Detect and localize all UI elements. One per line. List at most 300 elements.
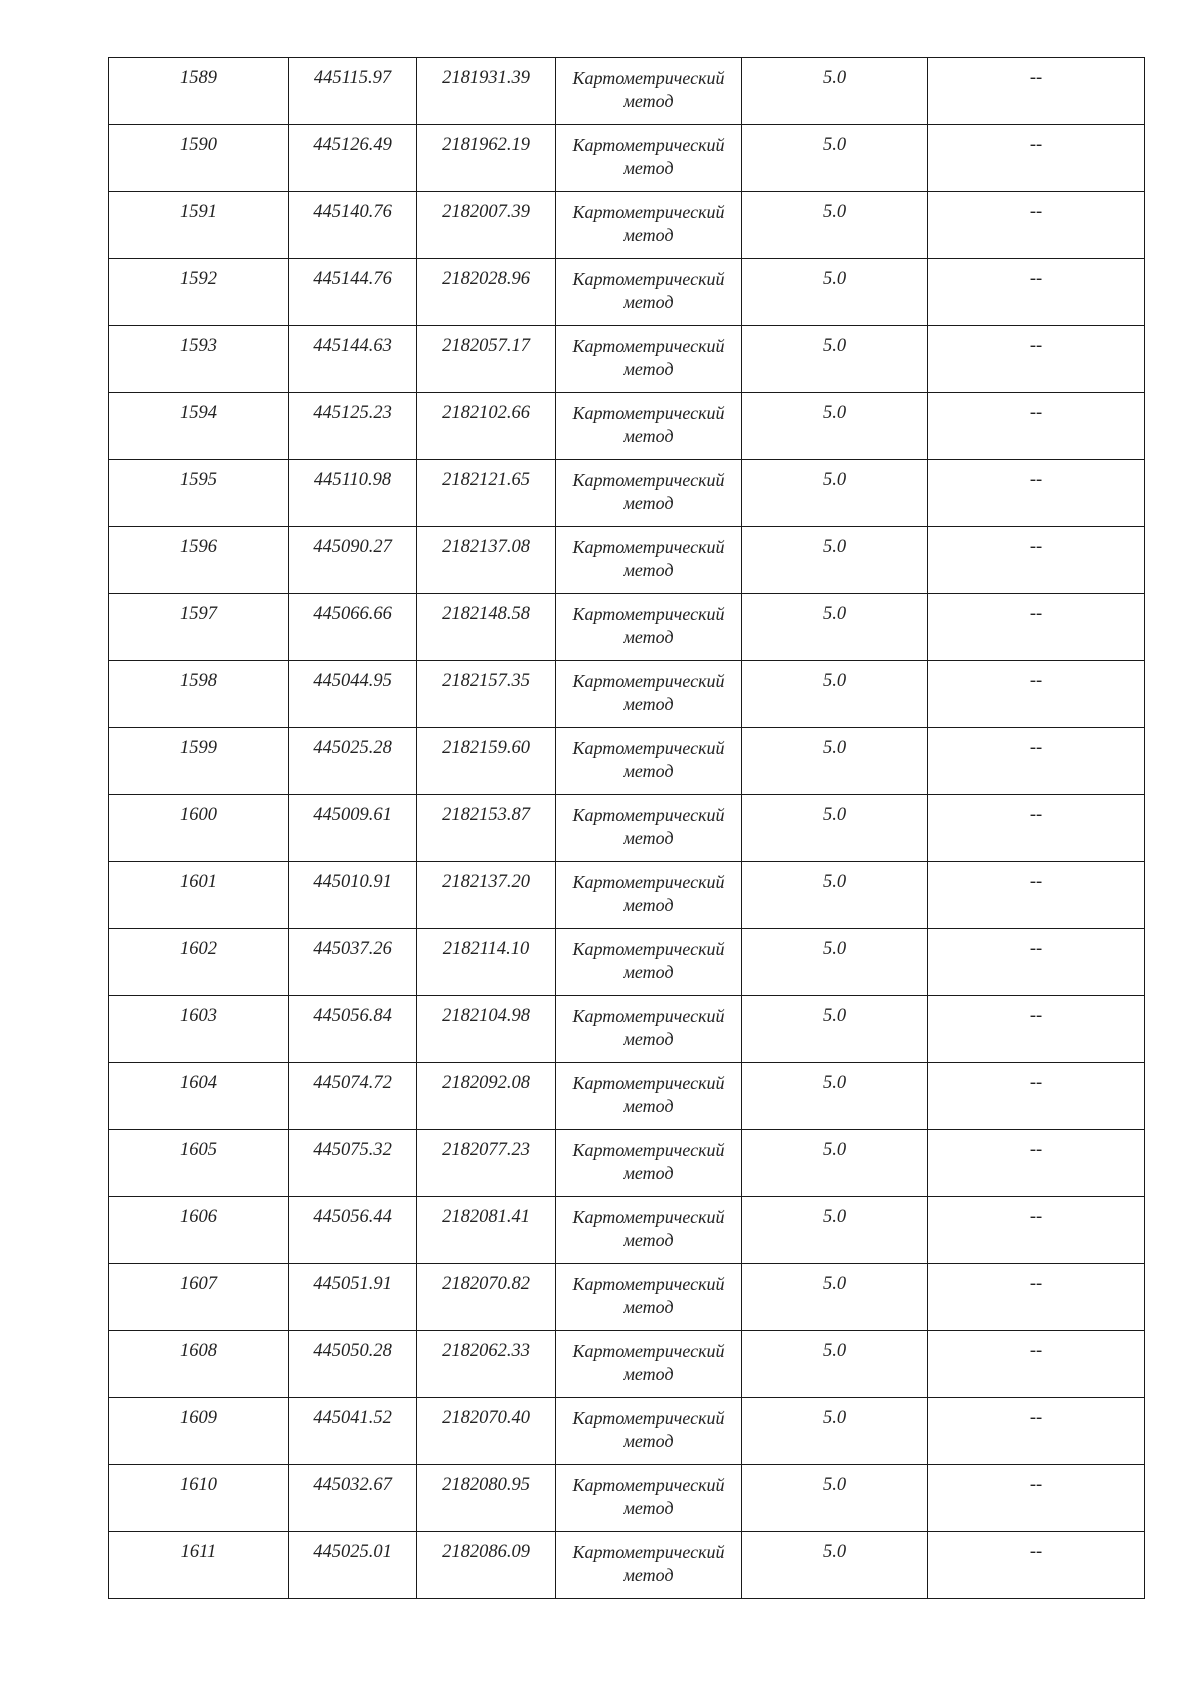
table-row [109, 1465, 1145, 1532]
table-row [109, 192, 1145, 259]
description-cell [928, 1331, 1145, 1398]
x-coordinate-cell [289, 1264, 417, 1331]
method-cell-text: Картометрический метод [572, 470, 725, 513]
x-coordinate-cell [289, 594, 417, 661]
x-coordinate-cell [289, 192, 417, 259]
x-coordinate-cell-text: 445115.97 [313, 68, 392, 88]
accuracy-cell-text: 5.0 [822, 202, 847, 222]
x-coordinate-cell [289, 527, 417, 594]
point-number-cell-text: 1601 [180, 872, 217, 892]
description-cell-text: -- [1029, 1006, 1043, 1026]
method-cell-text: Картометрический метод [572, 68, 725, 111]
x-coordinate-cell-text: 445074.72 [313, 1073, 392, 1093]
method-cell-text: Картометрический метод [572, 939, 725, 982]
table-row [109, 1398, 1145, 1465]
accuracy-cell-text: 5.0 [822, 604, 847, 624]
y-coordinate-cell [417, 1197, 556, 1264]
table-row [109, 58, 1145, 125]
table-row [109, 527, 1145, 594]
accuracy-cell [742, 862, 928, 929]
y-coordinate-cell-text: 2182081.41 [442, 1207, 530, 1227]
x-coordinate-cell-text: 445025.28 [313, 738, 392, 758]
description-cell [928, 1197, 1145, 1264]
point-number-cell [109, 460, 289, 527]
description-cell-text: -- [1029, 403, 1043, 423]
point-number-cell-text: 1610 [180, 1475, 217, 1495]
x-coordinate-cell-text: 445126.49 [313, 135, 392, 155]
method-cell [556, 1465, 742, 1532]
point-number-cell-text: 1590 [180, 135, 217, 155]
method-cell-text: Картометрический метод [572, 1542, 725, 1585]
accuracy-cell [742, 728, 928, 795]
table-row [109, 393, 1145, 460]
point-number-cell [109, 527, 289, 594]
method-cell-text: Картометрический метод [572, 336, 725, 379]
y-coordinate-cell [417, 1532, 556, 1599]
y-coordinate-cell [417, 996, 556, 1063]
method-cell-text: Картометрический метод [572, 1207, 725, 1250]
table-row [109, 661, 1145, 728]
y-coordinate-cell-text: 2182028.96 [442, 269, 530, 289]
x-coordinate-cell [289, 996, 417, 1063]
description-cell [928, 192, 1145, 259]
method-cell-text: Картометрический метод [572, 403, 725, 446]
accuracy-cell [742, 661, 928, 728]
x-coordinate-cell [289, 1197, 417, 1264]
description-cell-text: -- [1029, 1140, 1043, 1160]
accuracy-cell-text: 5.0 [822, 872, 847, 892]
method-cell [556, 1532, 742, 1599]
y-coordinate-cell-text: 2182137.20 [442, 872, 530, 892]
point-number-cell-text: 1592 [180, 269, 217, 289]
x-coordinate-cell [289, 1532, 417, 1599]
description-cell-text: -- [1029, 1408, 1043, 1428]
coordinates-table [108, 57, 1145, 1599]
method-cell-text: Картометрический метод [572, 872, 725, 915]
point-number-cell [109, 728, 289, 795]
description-cell-text: -- [1029, 336, 1043, 356]
x-coordinate-cell-text: 445010.91 [313, 872, 392, 892]
method-cell [556, 1197, 742, 1264]
y-coordinate-cell [417, 1264, 556, 1331]
y-coordinate-cell-text: 2182080.95 [442, 1475, 530, 1495]
y-coordinate-cell [417, 393, 556, 460]
accuracy-cell [742, 1465, 928, 1532]
accuracy-cell [742, 192, 928, 259]
description-cell [928, 125, 1145, 192]
accuracy-cell-text: 5.0 [822, 1542, 847, 1562]
point-number-cell [109, 594, 289, 661]
description-cell-text: -- [1029, 939, 1043, 959]
point-number-cell [109, 259, 289, 326]
accuracy-cell [742, 393, 928, 460]
description-cell [928, 58, 1145, 125]
x-coordinate-cell [289, 1130, 417, 1197]
accuracy-cell-text: 5.0 [822, 939, 847, 959]
point-number-cell-text: 1604 [180, 1073, 217, 1093]
accuracy-cell [742, 795, 928, 862]
accuracy-cell-text: 5.0 [822, 1006, 847, 1026]
x-coordinate-cell-text: 445009.61 [313, 805, 392, 825]
x-coordinate-cell-text: 445037.26 [313, 939, 392, 959]
accuracy-cell-text: 5.0 [822, 805, 847, 825]
point-number-cell [109, 929, 289, 996]
method-cell-text: Картометрический метод [572, 1006, 725, 1049]
point-number-cell-text: 1600 [180, 805, 217, 825]
point-number-cell-text: 1606 [180, 1207, 217, 1227]
table-row [109, 1063, 1145, 1130]
x-coordinate-cell [289, 460, 417, 527]
table-row [109, 460, 1145, 527]
accuracy-cell-text: 5.0 [822, 336, 847, 356]
method-cell [556, 594, 742, 661]
accuracy-cell-text: 5.0 [822, 135, 847, 155]
method-cell [556, 326, 742, 393]
point-number-cell [109, 1063, 289, 1130]
x-coordinate-cell [289, 862, 417, 929]
description-cell [928, 1130, 1145, 1197]
description-cell [928, 661, 1145, 728]
accuracy-cell [742, 594, 928, 661]
y-coordinate-cell-text: 2182057.17 [442, 336, 530, 356]
point-number-cell [109, 862, 289, 929]
method-cell-text: Картометрический метод [572, 1408, 725, 1451]
description-cell-text: -- [1029, 470, 1043, 490]
description-cell [928, 795, 1145, 862]
accuracy-cell-text: 5.0 [822, 1408, 847, 1428]
x-coordinate-cell [289, 1465, 417, 1532]
x-coordinate-cell [289, 728, 417, 795]
description-cell-text: -- [1029, 1542, 1043, 1562]
description-cell-text: -- [1029, 1207, 1043, 1227]
point-number-cell [109, 1532, 289, 1599]
accuracy-cell [742, 58, 928, 125]
x-coordinate-cell-text: 445044.95 [313, 671, 392, 691]
description-cell [928, 259, 1145, 326]
x-coordinate-cell-text: 445090.27 [313, 537, 392, 557]
point-number-cell [109, 1197, 289, 1264]
method-cell [556, 661, 742, 728]
accuracy-cell [742, 996, 928, 1063]
x-coordinate-cell-text: 445041.52 [313, 1408, 392, 1428]
table-row [109, 125, 1145, 192]
accuracy-cell-text: 5.0 [822, 1073, 847, 1093]
accuracy-cell [742, 1398, 928, 1465]
y-coordinate-cell-text: 2182114.10 [442, 939, 530, 959]
description-cell [928, 527, 1145, 594]
y-coordinate-cell-text: 2182104.98 [442, 1006, 530, 1026]
description-cell-text: -- [1029, 537, 1043, 557]
description-cell [928, 326, 1145, 393]
point-number-cell-text: 1608 [180, 1341, 217, 1361]
description-cell-text: -- [1029, 269, 1043, 289]
y-coordinate-cell-text: 2182092.08 [442, 1073, 530, 1093]
x-coordinate-cell-text: 445056.44 [313, 1207, 392, 1227]
accuracy-cell [742, 1130, 928, 1197]
accuracy-cell-text: 5.0 [822, 1341, 847, 1361]
y-coordinate-cell [417, 661, 556, 728]
method-cell-text: Картометрический метод [572, 1073, 725, 1116]
accuracy-cell [742, 259, 928, 326]
table-row [109, 1130, 1145, 1197]
point-number-cell [109, 1130, 289, 1197]
accuracy-cell [742, 1532, 928, 1599]
y-coordinate-cell-text: 2182148.58 [442, 604, 530, 624]
table-row [109, 326, 1145, 393]
description-cell [928, 1532, 1145, 1599]
method-cell-text: Картометрический метод [572, 805, 725, 848]
accuracy-cell [742, 1264, 928, 1331]
table-row [109, 1331, 1145, 1398]
accuracy-cell-text: 5.0 [822, 1207, 847, 1227]
accuracy-cell-text: 5.0 [822, 738, 847, 758]
x-coordinate-cell-text: 445144.63 [313, 336, 392, 356]
description-cell-text: -- [1029, 1073, 1043, 1093]
method-cell-text: Картометрический метод [572, 537, 725, 580]
x-coordinate-cell-text: 445032.67 [313, 1475, 392, 1495]
point-number-cell [109, 996, 289, 1063]
point-number-cell [109, 58, 289, 125]
accuracy-cell-text: 5.0 [822, 1274, 847, 1294]
x-coordinate-cell-text: 445051.91 [313, 1274, 392, 1294]
table-row [109, 259, 1145, 326]
x-coordinate-cell-text: 445110.98 [313, 470, 392, 490]
point-number-cell-text: 1594 [180, 403, 217, 423]
x-coordinate-cell [289, 795, 417, 862]
description-cell-text: -- [1029, 1475, 1043, 1495]
x-coordinate-cell [289, 326, 417, 393]
method-cell-text: Картометрический метод [572, 1140, 725, 1183]
y-coordinate-cell-text: 2182137.08 [442, 537, 530, 557]
accuracy-cell-text: 5.0 [822, 671, 847, 691]
point-number-cell-text: 1607 [180, 1274, 217, 1294]
method-cell [556, 393, 742, 460]
description-cell [928, 460, 1145, 527]
table-row [109, 929, 1145, 996]
x-coordinate-cell [289, 1331, 417, 1398]
description-cell-text: -- [1029, 805, 1043, 825]
y-coordinate-cell [417, 1465, 556, 1532]
description-cell [928, 1063, 1145, 1130]
point-number-cell [109, 192, 289, 259]
method-cell [556, 527, 742, 594]
accuracy-cell-text: 5.0 [822, 68, 847, 88]
description-cell [928, 1264, 1145, 1331]
point-number-cell [109, 661, 289, 728]
point-number-cell [109, 1264, 289, 1331]
x-coordinate-cell [289, 259, 417, 326]
y-coordinate-cell-text: 2182070.82 [442, 1274, 530, 1294]
point-number-cell-text: 1605 [180, 1140, 217, 1160]
y-coordinate-cell [417, 862, 556, 929]
x-coordinate-cell [289, 661, 417, 728]
method-cell-text: Картометрический метод [572, 135, 725, 178]
method-cell [556, 1130, 742, 1197]
y-coordinate-cell-text: 2182062.33 [442, 1341, 530, 1361]
table-row [109, 1264, 1145, 1331]
method-cell [556, 460, 742, 527]
description-cell-text: -- [1029, 738, 1043, 758]
description-cell [928, 393, 1145, 460]
y-coordinate-cell [417, 1331, 556, 1398]
accuracy-cell [742, 1331, 928, 1398]
y-coordinate-cell-text: 2182102.66 [442, 403, 530, 423]
accuracy-cell [742, 125, 928, 192]
accuracy-cell [742, 929, 928, 996]
method-cell-text: Картометрический метод [572, 1475, 725, 1518]
y-coordinate-cell [417, 326, 556, 393]
x-coordinate-cell [289, 1398, 417, 1465]
accuracy-cell [742, 1197, 928, 1264]
accuracy-cell-text: 5.0 [822, 269, 847, 289]
method-cell [556, 1063, 742, 1130]
accuracy-cell-text: 5.0 [822, 1140, 847, 1160]
point-number-cell [109, 1465, 289, 1532]
table-row [109, 728, 1145, 795]
point-number-cell-text: 1598 [180, 671, 217, 691]
method-cell [556, 929, 742, 996]
point-number-cell [109, 326, 289, 393]
method-cell [556, 1264, 742, 1331]
y-coordinate-cell-text: 2182070.40 [442, 1408, 530, 1428]
accuracy-cell-text: 5.0 [822, 470, 847, 490]
description-cell [928, 1465, 1145, 1532]
description-cell-text: -- [1029, 202, 1043, 222]
point-number-cell-text: 1593 [180, 336, 217, 356]
method-cell-text: Картометрический метод [572, 1274, 725, 1317]
point-number-cell [109, 1398, 289, 1465]
method-cell-text: Картометрический метод [572, 269, 725, 312]
method-cell [556, 996, 742, 1063]
y-coordinate-cell-text: 2182077.23 [442, 1140, 530, 1160]
point-number-cell [109, 125, 289, 192]
y-coordinate-cell [417, 1398, 556, 1465]
method-cell [556, 125, 742, 192]
x-coordinate-cell-text: 445140.76 [313, 202, 392, 222]
y-coordinate-cell-text: 2182153.87 [442, 805, 530, 825]
accuracy-cell [742, 460, 928, 527]
y-coordinate-cell [417, 929, 556, 996]
point-number-cell-text: 1602 [180, 939, 217, 959]
description-cell-text: -- [1029, 1341, 1043, 1361]
y-coordinate-cell [417, 1063, 556, 1130]
description-cell [928, 929, 1145, 996]
description-cell-text: -- [1029, 135, 1043, 155]
y-coordinate-cell [417, 594, 556, 661]
method-cell-text: Картометрический метод [572, 671, 725, 714]
accuracy-cell-text: 5.0 [822, 537, 847, 557]
table-row [109, 1532, 1145, 1599]
accuracy-cell [742, 527, 928, 594]
y-coordinate-cell [417, 728, 556, 795]
description-cell [928, 1398, 1145, 1465]
description-cell-text: -- [1029, 604, 1043, 624]
description-cell [928, 862, 1145, 929]
point-number-cell [109, 393, 289, 460]
x-coordinate-cell-text: 445025.01 [313, 1542, 392, 1562]
y-coordinate-cell-text: 2182157.35 [442, 671, 530, 691]
method-cell [556, 795, 742, 862]
method-cell-text: Картометрический метод [572, 738, 725, 781]
description-cell-text: -- [1029, 872, 1043, 892]
x-coordinate-cell-text: 445125.23 [313, 403, 392, 423]
x-coordinate-cell [289, 125, 417, 192]
point-number-cell-text: 1589 [180, 68, 217, 88]
y-coordinate-cell-text: 2182159.60 [442, 738, 530, 758]
method-cell [556, 1398, 742, 1465]
y-coordinate-cell-text: 2182007.39 [442, 202, 530, 222]
method-cell [556, 728, 742, 795]
x-coordinate-cell-text: 445144.76 [313, 269, 392, 289]
y-coordinate-cell [417, 460, 556, 527]
method-cell-text: Картометрический метод [572, 604, 725, 647]
y-coordinate-cell [417, 192, 556, 259]
point-number-cell-text: 1591 [180, 202, 217, 222]
accuracy-cell [742, 1063, 928, 1130]
x-coordinate-cell [289, 393, 417, 460]
description-cell-text: -- [1029, 1274, 1043, 1294]
y-coordinate-cell-text: 2182086.09 [442, 1542, 530, 1562]
coordinates-table-body [109, 58, 1145, 1599]
description-cell [928, 996, 1145, 1063]
x-coordinate-cell-text: 445075.32 [313, 1140, 392, 1160]
y-coordinate-cell [417, 125, 556, 192]
y-coordinate-cell-text: 2181962.19 [442, 135, 530, 155]
point-number-cell-text: 1597 [180, 604, 217, 624]
accuracy-cell-text: 5.0 [822, 1475, 847, 1495]
method-cell [556, 58, 742, 125]
description-cell [928, 728, 1145, 795]
method-cell [556, 259, 742, 326]
table-row [109, 862, 1145, 929]
method-cell-text: Картометрический метод [572, 202, 725, 245]
point-number-cell-text: 1611 [180, 1542, 217, 1562]
point-number-cell-text: 1603 [180, 1006, 217, 1026]
point-number-cell [109, 1331, 289, 1398]
point-number-cell-text: 1596 [180, 537, 217, 557]
x-coordinate-cell-text: 445066.66 [313, 604, 392, 624]
x-coordinate-cell [289, 1063, 417, 1130]
y-coordinate-cell [417, 1130, 556, 1197]
method-cell [556, 192, 742, 259]
point-number-cell-text: 1595 [180, 470, 217, 490]
point-number-cell-text: 1609 [180, 1408, 217, 1428]
description-cell [928, 594, 1145, 661]
method-cell [556, 862, 742, 929]
table-row [109, 795, 1145, 862]
y-coordinate-cell [417, 527, 556, 594]
x-coordinate-cell [289, 58, 417, 125]
description-cell-text: -- [1029, 671, 1043, 691]
y-coordinate-cell [417, 58, 556, 125]
description-cell-text: -- [1029, 68, 1043, 88]
x-coordinate-cell-text: 445056.84 [313, 1006, 392, 1026]
point-number-cell-text: 1599 [180, 738, 217, 758]
y-coordinate-cell [417, 259, 556, 326]
y-coordinate-cell [417, 795, 556, 862]
x-coordinate-cell-text: 445050.28 [313, 1341, 392, 1361]
point-number-cell [109, 795, 289, 862]
accuracy-cell-text: 5.0 [822, 403, 847, 423]
x-coordinate-cell [289, 929, 417, 996]
table-row [109, 594, 1145, 661]
accuracy-cell [742, 326, 928, 393]
y-coordinate-cell-text: 2182121.65 [442, 470, 530, 490]
table-row [109, 996, 1145, 1063]
table-row [109, 1197, 1145, 1264]
method-cell [556, 1331, 742, 1398]
y-coordinate-cell-text: 2181931.39 [442, 68, 530, 88]
